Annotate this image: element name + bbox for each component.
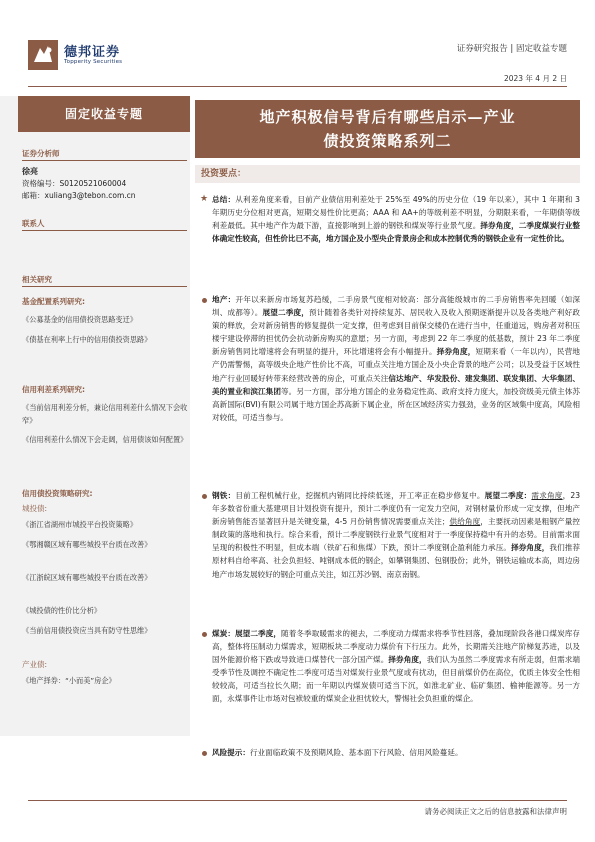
sidebar-title: 固定收益专题 bbox=[18, 96, 190, 132]
footer-disclaimer: 请务必阅读正文之后的信息披露和法律声明 bbox=[424, 807, 567, 816]
dot-bullet-icon bbox=[202, 632, 207, 637]
coal-text1: 随着冬季取暖需求的褪去，二季度动力煤需求将季节性回落，叠加现阶段各港口煤炭库存高，整体将压制动力煤需求，短期板块二季度动力煤价有下行压力。此外，长期需关注地产阶梯复苏进，以及国外能源价格下跌或导致进口煤替代一部分国产煤。 bbox=[212, 629, 581, 665]
coal-paragraph bbox=[212, 627, 580, 706]
related-link[interactable]: 《鄂湘赣区域有哪些城投平台质在改善》 bbox=[22, 540, 152, 549]
related-link[interactable]: 《信用利差什么情况下会走阔，信用债该如何配置》 bbox=[22, 435, 188, 444]
related-link[interactable]: 《债基在利率上行中的信用债投资思路》 bbox=[22, 335, 152, 344]
related-link[interactable]: 《当前信用利差分析，兼论信用利差什么情况下会收窄》 bbox=[22, 403, 188, 425]
property-label: 地产： bbox=[212, 295, 236, 304]
group2-title: 信用利差系列研究: bbox=[22, 385, 85, 394]
steel-text3: ，主要抚动因素是粗钢产量控制政策的落地和执行。综合来看，预计二季度钢铁行业景气度相对于一季度保持稳中有升的态势。目前需求面呈现的积极性不明显，但成本端（铁矿石和焦煤）下跌，预计二季度钢企盈利能力承压。 bbox=[212, 517, 580, 553]
report-date: 2023 年 4 月 2 日 bbox=[503, 74, 567, 83]
related-link[interactable]: 《江浙皖区域有哪些城投平台质在改善》 bbox=[22, 573, 152, 582]
logo-text-en: Topperity Securities bbox=[64, 59, 123, 65]
property-text4: 等。另一方面，部分地方国企的业务稳定性高、政府支持力度大，加投资级美元债主体苏高新国际(BVI)有限公司属于地方国企苏高新下属企业，所在区域经济实力强劲，业务的区域集中度高，风险相对较低，可适当参与。 bbox=[212, 386, 580, 422]
steel-text4: 我们推荐原材料自给率高、社会负担轻、吨钢成本低的钢企，如攀钢集团、包钢股份；此外，钢铁运输成本高，周边房地产市场发展较好的钢企可重点关注，如江苏沙钢、南京南钢。 bbox=[212, 543, 581, 579]
logo-emblem-icon bbox=[28, 40, 58, 70]
property-paragraph bbox=[212, 293, 580, 424]
analyst-name: 徐亮 bbox=[22, 167, 38, 176]
summary-label: 总结： bbox=[212, 195, 236, 204]
property-names: 信达地产、华发股份、建发集团、联发集团、大华集团、美的置业和滨江集团 bbox=[212, 373, 581, 396]
dot-bullet-icon bbox=[202, 751, 207, 756]
analyst-heading: 证券分析师 bbox=[22, 149, 60, 158]
analyst-email[interactable]: 邮箱：xuliang3@tebon.com.cn bbox=[22, 191, 136, 200]
property-text1: 开年以来新房市场复苏趋缓，二手房景气度相对较高：部分高能级城市的二手房销售率先回暖（如深圳、成都等）。 bbox=[212, 295, 581, 318]
analyst-cert: 资格编号：S0120521060004 bbox=[22, 179, 127, 188]
coal-select: 择券角度， bbox=[388, 655, 427, 665]
risk-text: 行业面临政策不及预期风险、基本面下行风险、信用风险蔓延。 bbox=[249, 748, 463, 757]
group3-sub-chengtou: 城投债: bbox=[22, 504, 48, 513]
coal-label: 煤炭： bbox=[212, 629, 236, 638]
related-link[interactable]: 《地产择券：“小而美”房企》 bbox=[22, 676, 116, 685]
group3-title: 信用债投资策略研究: bbox=[22, 489, 93, 498]
steel-paragraph bbox=[212, 489, 580, 581]
related-link[interactable]: 《城投债的性价比分析》 bbox=[22, 606, 102, 615]
contact-heading: 联系人 bbox=[22, 219, 45, 228]
logo-text-cn: 德邦证券 bbox=[64, 45, 121, 60]
star-bullet-icon: ★ bbox=[200, 194, 209, 204]
group1-title: 基金配置系列研究: bbox=[22, 297, 85, 306]
property-text2: 预计随着各类针对持续复苏、居民收入及收入预期逐渐提升以及各类地产利好政策的释放，会对新房销售的修复提供一定支撑，但考虑到目前保交楼仍在进行当中，任重道远，购房者对积压楼宇建设停滞的担忧仍会抗动新房购买的意愿；另一方面，考虑到 22 年二季度的低基数，预计 23 年二季度新房销售同比增速将会有明显的提升，环比增速将会有小幅提升。 bbox=[212, 308, 581, 357]
steel-supply: 供给角度 bbox=[449, 517, 481, 527]
report-type: 证券研究报告 | 固定收益专题 bbox=[456, 44, 567, 54]
contact-divider bbox=[22, 230, 187, 231]
related-heading: 相关研究 bbox=[22, 275, 52, 284]
report-title-line1: 地产积极信号背后有哪些启示—产业 bbox=[259, 108, 516, 126]
coal-text2: 我们认为虽然二季度需求有所走弱，但需求端受季节性及调控不确定性二季度可适当对煤炭行业景气度或有扰动，但目前煤价仍在高位，优质主体安全性相较较高，可适当拉长久期；而一年期以内煤炭债可适当下沉，如淮北矿业、临矿集团、榆神能源等。另一方面，永煤事件让市场对包袱较重的煤炭企业担忧较大，警惕社会负担重的煤企。 bbox=[212, 655, 581, 704]
analyst-divider bbox=[22, 160, 187, 161]
property-q2: 展望二季度， bbox=[262, 308, 309, 318]
sidebar bbox=[0, 96, 190, 736]
steel-q2: 展望二季度： bbox=[484, 491, 532, 500]
dot-bullet-icon bbox=[202, 298, 207, 303]
steel-demand: 需求角度 bbox=[531, 491, 563, 500]
property-select: 择券角度， bbox=[436, 347, 476, 357]
company-logo bbox=[28, 38, 158, 72]
risk-label: 风险提示： bbox=[212, 748, 250, 757]
header-divider bbox=[28, 86, 567, 87]
property-text3: 短期来看（一年以内），民营地产仍需警惕，高等级央企地产性价比不高，可重点关注地方国企及小央企背景的地产公司；以及受益于区域性地产行业回暖好转带来经营改善的房企，可重点关注 bbox=[212, 347, 580, 383]
coal-q2: 展望二季度， bbox=[235, 629, 282, 638]
related-divider bbox=[22, 286, 187, 287]
steel-select: 择券角度， bbox=[511, 543, 550, 553]
related-link[interactable]: 《浙江省湖州市城投平台投资策略》 bbox=[22, 520, 138, 529]
risk-paragraph bbox=[212, 746, 580, 759]
summary-paragraph bbox=[212, 193, 580, 245]
steel-text2: ，23 年多数省份重大基建项目计划投资有提升，预计二季度仍有一定发力空间，对钢材量价形成一定支撑，但地产新房销售能否显著回升是关键变量，4-5 月份销售情况需要重点关注； bbox=[212, 491, 581, 527]
related-link[interactable]: 《当前信用债投资应当具有防守性思维》 bbox=[22, 626, 152, 635]
summary-text: 从利差角度来看，目前产业债信用利差处于 25%至 49%的历史分位（19 年以来），其中 1 年期和 3 年期历史分位相对更高，短期交易性价比更高；AAA 和 AA+的等级利差不明显，分期限来看，一年期债等级利差最低。其中地产作为最下游，直接影响到上游的钢铁和煤炭等行业景气度。 bbox=[212, 195, 580, 231]
dot-bullet-icon bbox=[202, 494, 207, 499]
steel-text1: 目前工程机械行业，挖掘机内销同比持续低迷，开工率正在稳步修复中。 bbox=[235, 491, 485, 500]
report-title bbox=[195, 100, 580, 158]
section-label: 投资要点： bbox=[195, 165, 580, 183]
footer-divider bbox=[28, 800, 567, 801]
steel-label: 钢铁： bbox=[212, 491, 236, 500]
summary-bold: 择券角度，二季度煤炭行业整体确定性较高，但性价比已不高，地方国企及小型央企背景房企和成本控制优秀的钢铁企业有一定性价比。 bbox=[212, 221, 581, 244]
related-link[interactable]: 《公募基金的信用债投资思路变迁》 bbox=[22, 315, 138, 324]
report-title-line2: 债投资策略系列二 bbox=[323, 132, 452, 150]
group3-sub-industry: 产业债: bbox=[22, 660, 48, 669]
